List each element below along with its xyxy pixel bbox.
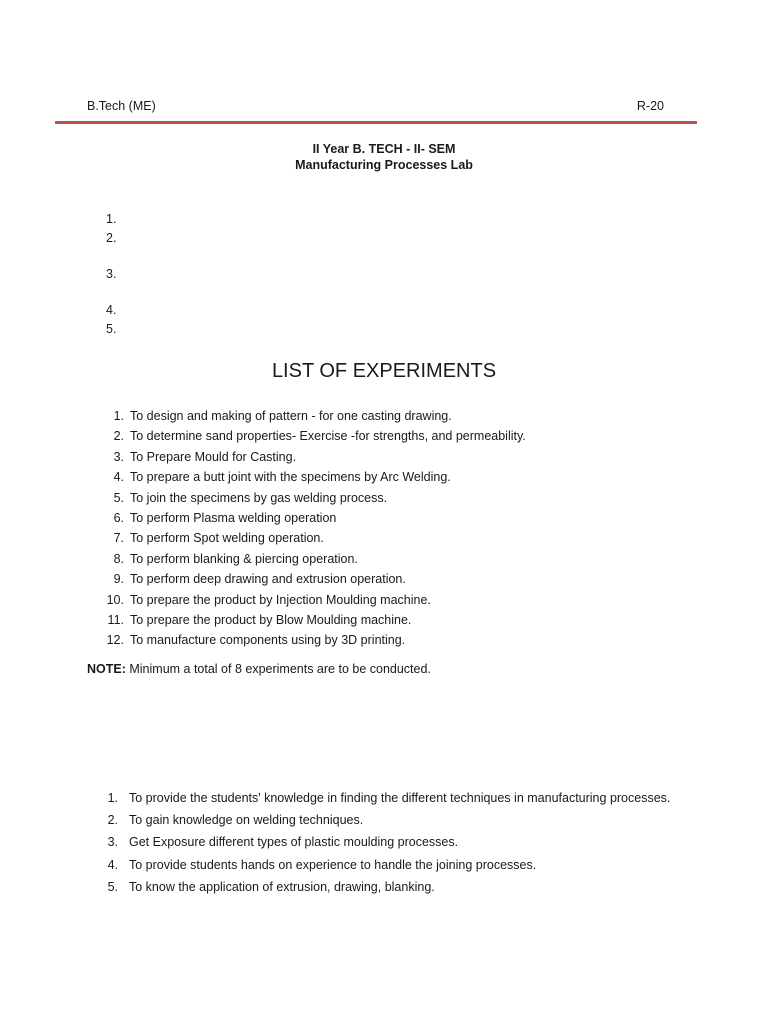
list-item (100, 508, 526, 528)
objectives-list (104, 787, 670, 898)
item-number: 11. (107, 612, 124, 627)
blank-list-number: 5. (106, 322, 117, 336)
list-item (104, 831, 670, 853)
item-text: To prepare the product by Blow Moulding machine. (130, 612, 412, 627)
item-number: 10. (106, 592, 124, 607)
item-text: To perform Spot welding operation. (130, 531, 324, 546)
list-item (104, 876, 670, 898)
item-text: To perform deep drawing and extrusion operation. (130, 572, 406, 587)
item-text: To know the application of extrusion, drawing, blanking. (129, 879, 435, 894)
item-number: 3. (113, 449, 124, 464)
blank-list-number: 3. (106, 267, 117, 281)
item-text: To perform blanking & piercing operation. (130, 551, 358, 566)
list-item (100, 610, 526, 630)
list-item (100, 406, 526, 426)
header-regulation: R-20 (636, 99, 664, 113)
list-item (100, 447, 526, 467)
blank-list-number: 4. (106, 303, 117, 317)
item-number: 12. (106, 633, 124, 648)
item-number: 3. (107, 835, 118, 850)
list-item (100, 630, 526, 650)
header-rule (55, 121, 697, 124)
item-number: 6. (113, 510, 124, 525)
item-text: To gain knowledge on welding techniques. (129, 813, 364, 828)
header-program: B.Tech (ME) (87, 99, 156, 113)
list-item (104, 787, 670, 809)
blank-list-number: 2. (106, 231, 117, 245)
item-text: Get Exposure different types of plastic moulding processes. (129, 835, 459, 850)
item-text: To manufacture components using by 3D printing. (130, 633, 406, 648)
list-item (100, 467, 526, 487)
item-number: 1. (113, 409, 124, 423)
list-item (100, 488, 526, 508)
item-number: 4. (107, 857, 118, 872)
list-item (100, 590, 526, 610)
item-number: 5. (107, 879, 118, 894)
item-number: 5. (113, 490, 124, 505)
item-text: To prepare the product by Injection Moulding machine. (130, 592, 431, 607)
list-item (100, 569, 526, 589)
item-text: To prepare a butt joint with the specimens by Arc Welding. (130, 470, 451, 485)
experiments-list (100, 406, 526, 651)
item-text: To perform Plasma welding operation (130, 510, 337, 525)
list-item (100, 426, 526, 446)
item-number: 2. (107, 813, 118, 828)
item-text: To provide the students' knowledge in finding the different techniques in manufacturing processes. (129, 791, 671, 805)
item-text: To join the specimens by gas welding process. (130, 490, 388, 505)
note-text (87, 662, 431, 676)
item-number: 8. (113, 551, 124, 566)
list-item (104, 809, 670, 831)
item-text: To provide students hands on experience to handle the joining processes. (129, 857, 537, 872)
item-number: 9. (113, 572, 124, 587)
item-text: To Prepare Mould for Casting. (130, 449, 297, 464)
list-item (100, 549, 526, 569)
item-number: 2. (113, 429, 124, 444)
item-text: To determine sand properties- Exercise -for strengths, and permeability. (130, 429, 526, 444)
list-item (104, 854, 670, 876)
note-body: Minimum a total of 8 experiments are to be conducted. (125, 662, 431, 676)
course-year-sem: II Year B. TECH - II- SEM (312, 142, 456, 156)
note-label: NOTE: (87, 662, 126, 676)
item-text: To design and making of pattern - for one casting drawing. (130, 409, 452, 423)
experiments-heading: LIST OF EXPERIMENTS (271, 360, 497, 382)
item-number: 1. (107, 791, 118, 805)
list-item (100, 528, 526, 548)
course-name: Manufacturing Processes Lab (295, 158, 473, 172)
item-number: 4. (113, 470, 124, 485)
item-number: 7. (113, 531, 124, 546)
blank-list-number: 1. (106, 212, 117, 226)
